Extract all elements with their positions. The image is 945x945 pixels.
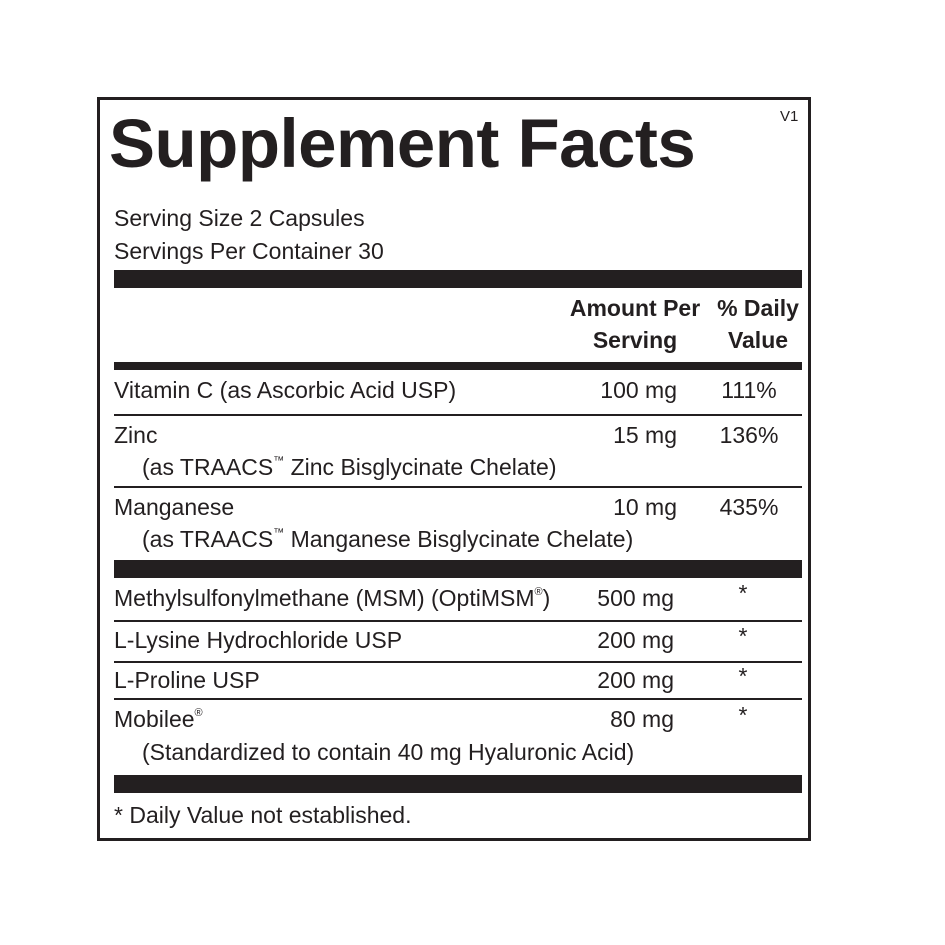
row-divider (114, 486, 802, 488)
thick-divider (114, 775, 802, 793)
ingredient-dv: * (738, 580, 748, 606)
ingredient-amount: 80 mg (610, 706, 674, 732)
supplement-facts-panel (97, 97, 811, 841)
version-tag: V1 (780, 108, 799, 125)
nutrient-dv: 111% (721, 377, 777, 403)
amount-header: Amount Per Serving (569, 295, 701, 353)
nutrient-name: Manganese (114, 494, 235, 520)
nutrient-name: Zinc (114, 422, 158, 448)
medium-divider (114, 362, 802, 370)
nutrient-amount: 10 mg (613, 494, 677, 520)
nutrient-amount: 100 mg (600, 377, 677, 403)
ingredient-dv: * (738, 663, 748, 689)
ingredient-name: Mobilee® (114, 706, 203, 732)
nutrient-dv: 435% (719, 494, 779, 520)
nutrient-source: (as TRAACS™ Zinc Bisglycinate Chelate) (142, 454, 557, 480)
servings-per-container: Servings Per Container 30 (114, 238, 384, 264)
daily-value-header: % Daily Value (717, 295, 799, 353)
footnote: * Daily Value not established. (114, 802, 412, 828)
nutrient-dv: 136% (719, 422, 779, 448)
thick-divider (114, 270, 802, 288)
serving-size: Serving Size 2 Capsules (114, 205, 365, 231)
ingredient-dv: * (738, 623, 748, 649)
ingredient-source: (Standardized to contain 40 mg Hyaluronic Acid) (142, 739, 635, 765)
nutrient-source: (as TRAACS™ Manganese Bisglycinate Chelate) (142, 526, 634, 552)
nutrient-amount: 15 mg (613, 422, 677, 448)
row-divider (114, 414, 802, 416)
panel-title: Supplement Facts (109, 105, 696, 182)
thick-divider (114, 560, 802, 578)
ingredient-dv: * (738, 702, 748, 728)
ingredient-name: Methylsulfonylmethane (MSM) (OptiMSM®) (114, 585, 551, 611)
nutrient-name: Vitamin C (as Ascorbic Acid USP) (114, 377, 457, 403)
ingredient-amount: 200 mg (597, 667, 674, 693)
ingredient-name: L-Lysine Hydrochloride USP (114, 627, 403, 653)
ingredient-name: L-Proline USP (114, 667, 260, 693)
ingredient-amount: 500 mg (597, 585, 674, 611)
ingredient-amount: 200 mg (597, 627, 674, 653)
